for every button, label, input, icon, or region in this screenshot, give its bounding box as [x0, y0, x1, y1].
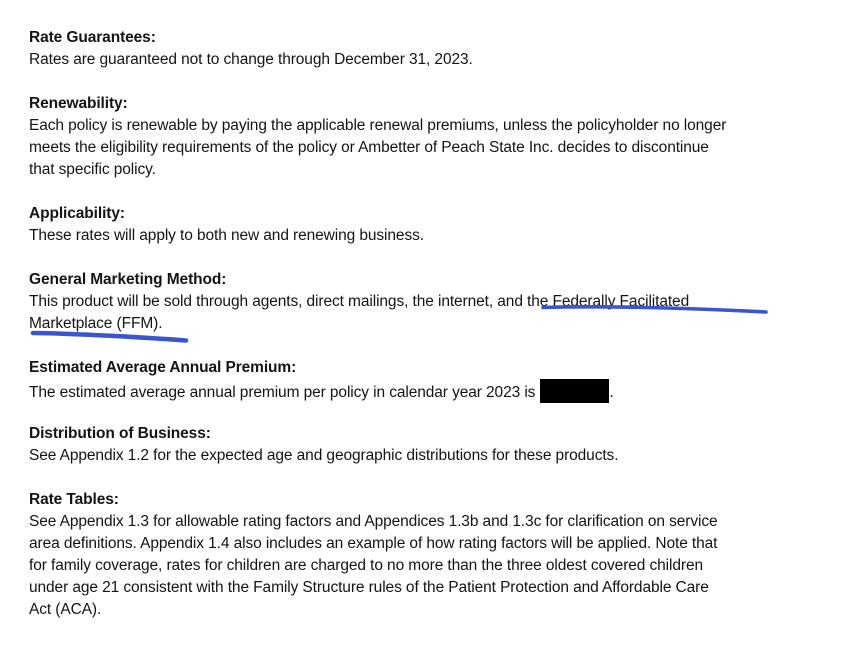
body-line: These rates will apply to both new and renewing business.: [29, 227, 424, 244]
section-rate-tables: [29, 489, 819, 621]
body-line: Rates are guaranteed not to change through December 31, 2023.: [29, 51, 473, 68]
section-heading: General Marketing Method:: [29, 271, 227, 288]
section-heading: Applicability:: [29, 205, 125, 222]
body-line: area definitions. Appendix 1.4 also includes an example of how rating factors will be applied. Note that: [29, 535, 718, 552]
section-heading: Rate Tables:: [29, 491, 119, 508]
section-heading: Renewability:: [29, 95, 128, 112]
body-line-with-redaction: [29, 379, 819, 401]
redacted-line-before: The estimated average annual premium per policy in calendar year 2023 is: [29, 384, 536, 401]
body-line: that specific policy.: [29, 161, 156, 178]
section-heading: Estimated Average Annual Premium:: [29, 359, 297, 376]
section-distribution-of-business: [29, 423, 819, 467]
body-line: under age 21 consistent with the Family Structure rules of the Patient Protection and Affordable Care: [29, 579, 709, 596]
body-line: This product will be sold through agents, direct mailings, the internet, and the Federally Facilitated: [29, 293, 690, 310]
section-applicability: [29, 203, 819, 247]
body-line: for family coverage, rates for children are charged to no more than the three oldest covered children: [29, 557, 703, 574]
body-line: Each policy is renewable by paying the applicable renewal premiums, unless the policyholder no longer: [29, 117, 727, 134]
body-line: See Appendix 1.2 for the expected age and geographic distributions for these products.: [29, 447, 619, 464]
redaction-box: [540, 379, 609, 403]
section-rate-guarantees: [29, 27, 819, 71]
section-heading: Rate Guarantees:: [29, 29, 156, 46]
section-estimated-average-annual-premium: [29, 357, 819, 401]
body-line: Act (ACA).: [29, 601, 102, 618]
section-general-marketing-method: [29, 269, 819, 335]
document-content: [29, 27, 819, 643]
redacted-line-after: .: [609, 384, 614, 401]
body-line: meets the eligibility requirements of the policy or Ambetter of Peach State Inc. decides to discontinue: [29, 139, 709, 156]
body-line: See Appendix 1.3 for allowable rating factors and Appendices 1.3b and 1.3c for clarification on service: [29, 513, 718, 530]
section-renewability: [29, 93, 819, 181]
section-heading: Distribution of Business:: [29, 425, 211, 442]
body-line: Marketplace (FFM).: [29, 315, 163, 332]
